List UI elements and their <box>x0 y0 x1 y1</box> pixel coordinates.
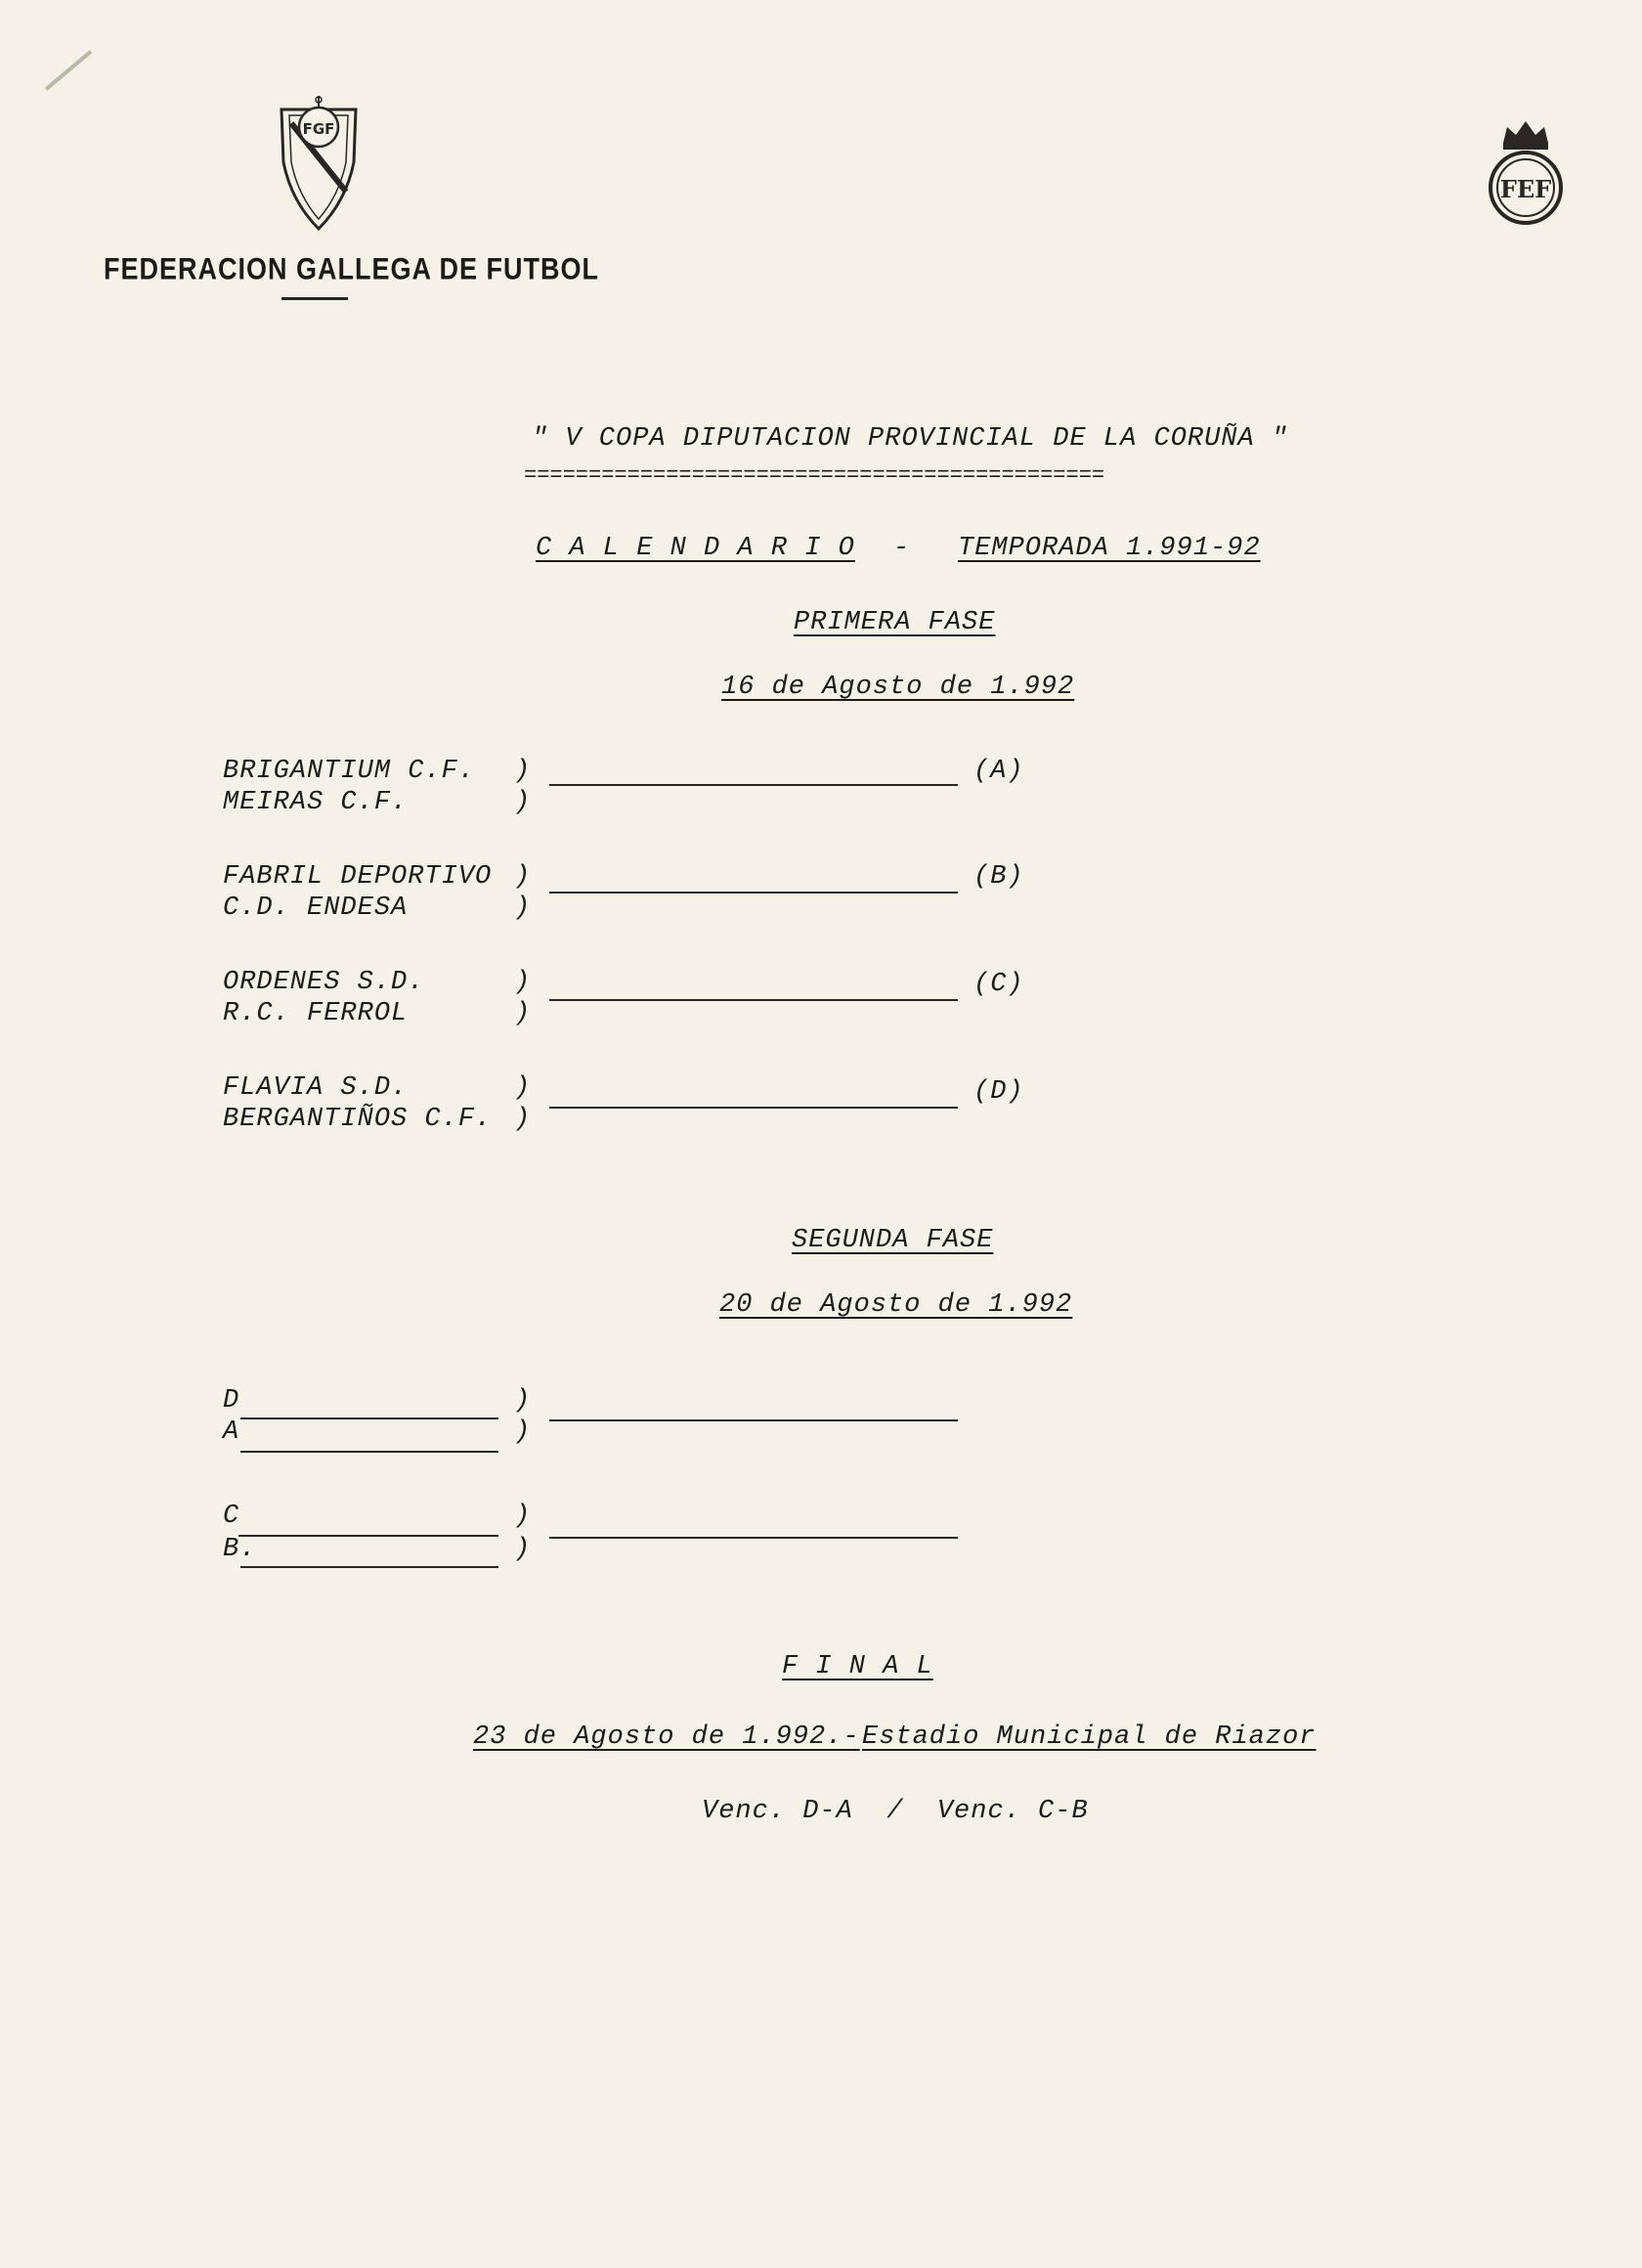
bracket-paren: ) <box>514 1502 532 1531</box>
segunda-fase-date: 20 de Agosto de 1.992 <box>719 1290 1073 1320</box>
primera-fase-heading: PRIMERA FASE <box>794 608 996 637</box>
semi-2-home-slot: C <box>223 1502 240 1531</box>
match-b-result-line <box>549 892 958 894</box>
paper-tear-mark <box>45 50 93 91</box>
bracket-paren: ) <box>514 968 532 997</box>
bracket-paren: ) <box>514 862 532 892</box>
match-c-label: (C) <box>973 970 1024 999</box>
bracket-paren: ) <box>514 999 532 1028</box>
match-c-home-team: ORDENES S.D. <box>223 968 425 997</box>
semi-1-away-blank <box>240 1451 498 1453</box>
title-double-rule: ============================================= <box>524 463 1105 488</box>
season-label: TEMPORADA 1.991-92 <box>958 534 1261 563</box>
bracket-paren: ) <box>514 788 532 817</box>
match-a-home-team: BRIGANTIUM C.F. <box>223 757 476 786</box>
match-d-label: (D) <box>973 1077 1024 1107</box>
match-a-result-line <box>549 784 958 786</box>
semi-2-home-blank <box>238 1535 498 1537</box>
final-date: 23 de Agosto de 1.992.- <box>473 1723 860 1752</box>
semi-1-home-slot: D <box>223 1386 240 1416</box>
organization-underline <box>281 297 348 300</box>
semi-2-away-slot: B. <box>223 1535 257 1564</box>
bracket-paren: ) <box>514 1418 532 1447</box>
federation-shield-emblem <box>278 94 360 231</box>
bracket-paren: ) <box>514 894 532 923</box>
match-d-result-line <box>549 1107 958 1109</box>
semi-1-away-slot: A <box>223 1418 240 1447</box>
match-a-away-team: MEIRAS C.F. <box>223 788 409 817</box>
segunda-fase-heading: SEGUNDA FASE <box>792 1226 994 1255</box>
final-pairing: Venc. D-A / Venc. C-B <box>702 1797 1089 1826</box>
final-heading: F I N A L <box>782 1652 933 1681</box>
national-federation-crest-emblem <box>1484 113 1568 227</box>
match-c-result-line <box>549 999 958 1001</box>
match-b-label: (B) <box>973 862 1024 892</box>
semi-1-home-blank <box>240 1418 498 1419</box>
semi-2-away-blank <box>240 1566 498 1568</box>
calendario-heading: C A L E N D A R I O <box>536 534 855 563</box>
bracket-paren: ) <box>514 1386 532 1416</box>
semi-2-result-line <box>549 1537 958 1539</box>
match-d-away-team: BERGANTIÑOS C.F. <box>223 1105 493 1134</box>
subtitle-dash: - <box>893 534 911 563</box>
primera-fase-date: 16 de Agosto de 1.992 <box>721 673 1075 702</box>
match-a-label: (A) <box>973 757 1024 786</box>
svg-text:FGF: FGF <box>302 120 335 138</box>
match-b-home-team: FABRIL DEPORTIVO <box>223 862 493 892</box>
bracket-paren: ) <box>514 757 532 786</box>
match-c-away-team: R.C. FERROL <box>223 999 409 1028</box>
svg-text:FEF: FEF <box>1499 175 1552 203</box>
document-title: " V COPA DIPUTACION PROVINCIAL DE LA CORUÑA " <box>532 424 1289 454</box>
bracket-paren: ) <box>514 1535 532 1564</box>
match-b-away-team: C.D. ENDESA <box>223 894 409 923</box>
final-venue: Estadio Municipal de Riazor <box>862 1723 1317 1752</box>
semi-1-result-line <box>549 1419 958 1421</box>
bracket-paren: ) <box>514 1105 532 1134</box>
organization-name: FEDERACION GALLEGA DE FUTBOL <box>104 252 599 286</box>
bracket-paren: ) <box>514 1073 532 1103</box>
match-d-home-team: FLAVIA S.D. <box>223 1073 409 1103</box>
